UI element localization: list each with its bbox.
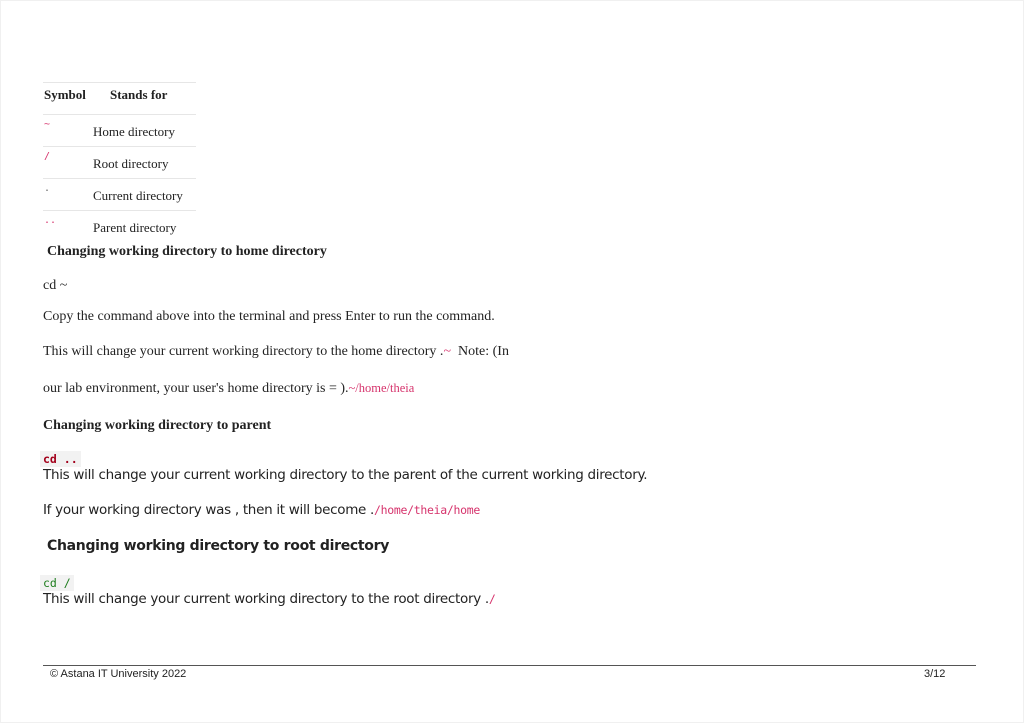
home-line-2 [43, 381, 414, 397]
symbol-cell: ~ [44, 119, 51, 130]
home-instruction: Copy the command above into the terminal and press Enter to run the command. [43, 309, 495, 324]
parent-line-1: This will change your current working directory to the parent of the current working directory. [43, 467, 648, 483]
parent-line-2-text: If your working directory was , then it will become . [43, 502, 375, 518]
symbol-table [43, 82, 196, 242]
root-section-heading: Changing working directory to root directory [47, 538, 390, 554]
root-line-1 [43, 591, 496, 607]
table-row [43, 210, 196, 242]
root-command: cd / [40, 575, 74, 591]
parent-section-heading: Changing working directory to parent [43, 418, 272, 433]
table-header-row [43, 82, 196, 114]
parent-line-2 [43, 502, 480, 518]
home-line-1-code: ~ [443, 344, 452, 359]
home-line-1-text: This will change your current working directory to the home directory . [43, 344, 444, 359]
table-row [43, 178, 196, 210]
meaning-cell: Current directory [93, 188, 183, 203]
parent-command: cd .. [40, 451, 81, 467]
home-line-1-note: Note: (In [458, 344, 509, 359]
home-line-1 [43, 344, 509, 360]
home-command: cd ~ [43, 278, 68, 293]
root-line-1-text: This will change your current working directory to the root directory . [43, 591, 489, 607]
symbol-cell: / [44, 151, 51, 162]
home-line-2-text: our lab environment, your user's home directory is = ). [43, 381, 349, 396]
home-line-2-code: ~/home/theia [348, 381, 415, 395]
footer-divider [43, 665, 976, 666]
header-stands-for: Stands for [110, 87, 168, 102]
header-symbol: Symbol [44, 87, 86, 102]
footer-copyright: © Astana IT University 2022 [50, 668, 187, 680]
symbol-cell: . [44, 183, 51, 194]
meaning-cell: Root directory [93, 156, 169, 171]
home-section-heading: Changing working directory to home directory [47, 244, 327, 259]
meaning-cell: Home directory [93, 124, 175, 139]
footer-page-number: 3/12 [924, 668, 946, 680]
symbol-cell: .. [44, 215, 57, 226]
parent-line-2-code: /home/theia/home [374, 503, 481, 517]
table-row [43, 114, 196, 146]
table-row [43, 146, 196, 178]
meaning-cell: Parent directory [93, 220, 177, 235]
root-line-1-code: / [488, 592, 496, 606]
